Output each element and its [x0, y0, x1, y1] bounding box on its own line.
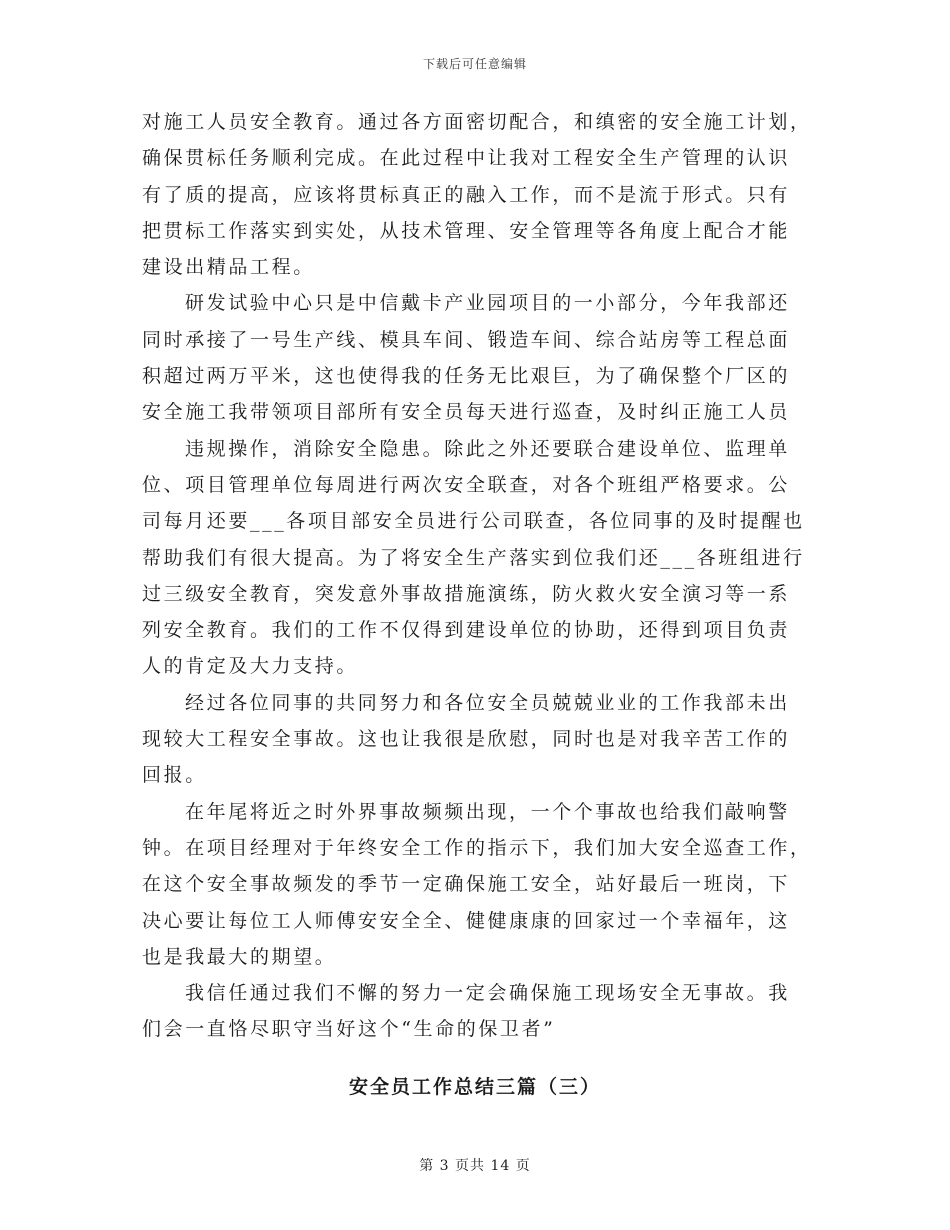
text-line: 回报。 [142, 764, 207, 787]
text-line: 对施工人员安全教育。通过各方面密切配合，和缜密的安全施工计划， [142, 111, 812, 133]
text-line: 钟。在项目经理对于年终安全工作的指示下，我们加大安全巡查工作， [142, 836, 812, 859]
text-line: 安全施工我带领项目部所有安全员每天进行巡查，及时纠正施工人员 [142, 401, 791, 424]
paragraph-start-line: 我信任通过我们不懈的努力一定会确保施工现场安全无事故。我 [185, 982, 790, 1005]
document-body [142, 104, 812, 1048]
text-line: 也是我最大的期望。 [142, 945, 337, 968]
text-line: 帮助我们有很大提高。为了将安全生产落实到位我们还___各班组进行 [142, 546, 805, 569]
text-line: 司每月还要___各项目部安全员进行公司联查，各位同事的及时提醒也 [142, 510, 805, 533]
text-line: 列安全教育。我们的工作不仅得到建设单位的协助，还得到项目负责 [142, 619, 791, 642]
text-line: 确保贯标任务顺利完成。在此过程中让我对工程安全生产管理的认识 [142, 147, 791, 170]
text-line: 人的肯定及大力支持。 [142, 655, 359, 678]
section-heading: 安全员工作总结三篇（三） [348, 1076, 601, 1098]
text-line: 积超过两万平米，这也使得我的任务无比艰巨，为了确保整个厂区的 [142, 365, 791, 388]
text-line: 有了质的提高，应该将贯标真正的融入工作，而不是流于形式。只有 [142, 183, 791, 206]
paragraph-start-line: 违规操作，消除安全隐患。除此之外还要联合建设单位、监理单 [185, 437, 790, 460]
text-line: 同时承接了一号生产线、模具车间、锻造车间、综合站房等工程总面 [142, 328, 791, 351]
text-line: 位、项目管理单位每周进行两次安全联查，对各个班组严格要求。公 [142, 473, 791, 496]
text-line: 在这个安全事故频发的季节一定确保施工安全，站好最后一班岗，下 [142, 873, 791, 896]
text-line: 建设出精品工程。 [142, 256, 315, 279]
paragraph-start-line: 经过各位同事的共同努力和各位安全员兢兢业业的工作我部未出 [185, 691, 790, 714]
text-line: 过三级安全教育，突发意外事故措施演练，防火救火安全演习等一系 [142, 582, 791, 605]
text-line: 现较大工程安全事故。这也让我很是欣慰，同时也是对我辛苦工作的 [142, 728, 791, 751]
page-header: 下载后可任意编辑 [422, 57, 527, 71]
paragraph-start-line: 在年尾将近之时外界事故频频出现，一个个事故也给我们敲响警 [185, 800, 790, 823]
paragraph-start-line: 研发试验中心只是中信戴卡产业园项目的一小部分，今年我部还 [185, 292, 790, 315]
page-footer: 第 3 页共 14 页 [419, 1158, 531, 1174]
text-line: 决心要让每位工人师傅安安全全、健健康康的回家过一个幸福年，这 [142, 909, 791, 932]
text-line: 把贯标工作落实到实处，从技术管理、安全管理等各角度上配合才能 [142, 219, 791, 242]
text-line: 们会一直恪尽职守当好这个“生命的保卫者” [142, 1018, 556, 1041]
